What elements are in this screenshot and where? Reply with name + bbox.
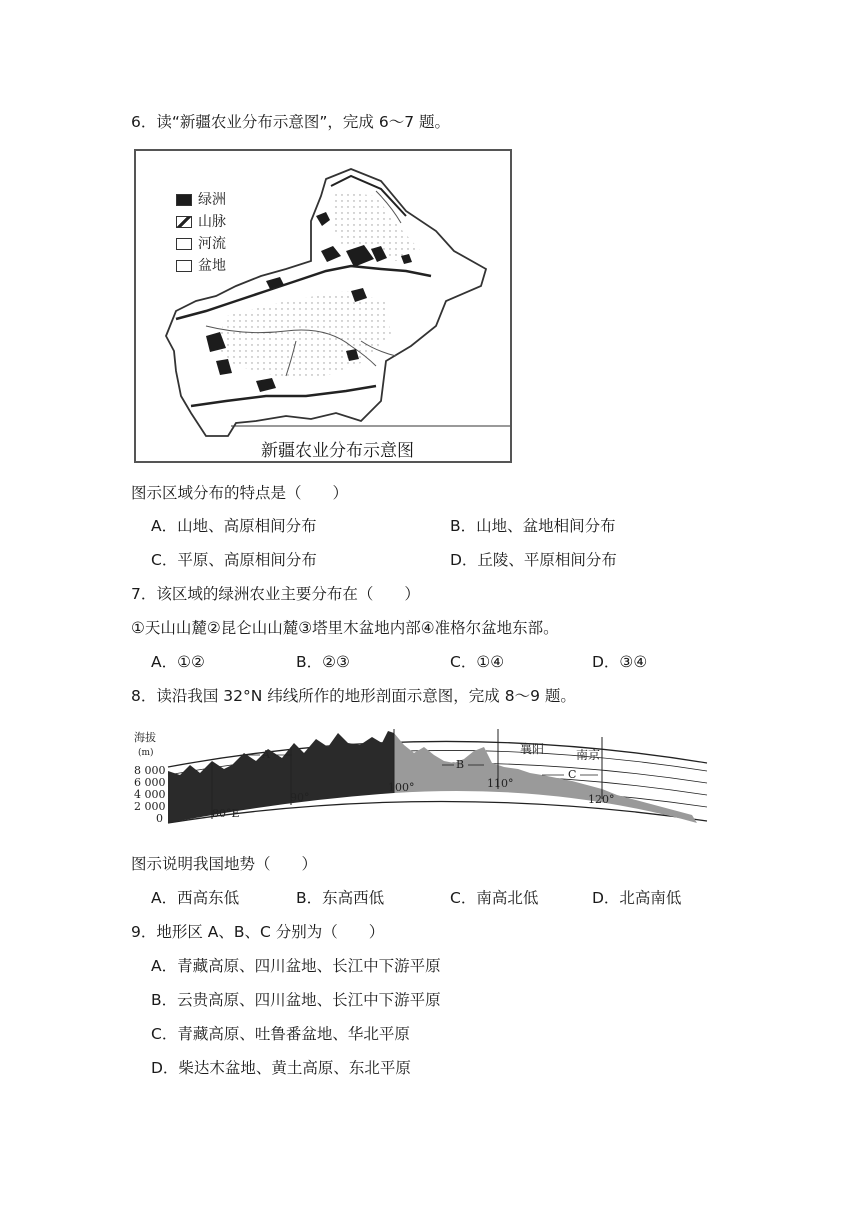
- map-caption: 新疆农业分布示意图: [261, 441, 414, 461]
- y-axis-title: 海拔: [134, 731, 156, 744]
- q9-option-c[interactable]: C．青藏高原、吐鲁番盆地、华北平原: [151, 1025, 410, 1043]
- question-8-stem: 8．读沿我国 32°N 纬线所作的地形剖面示意图，完成 8～9 题。: [131, 687, 576, 705]
- q8-option-a[interactable]: A．西高东低: [151, 889, 240, 907]
- region-label-c: C: [568, 768, 577, 781]
- q7-option-b[interactable]: B．②③: [296, 653, 350, 671]
- question-6-stem: 6．读“新疆农业分布示意图”，完成 6～7 题。: [131, 113, 451, 131]
- question-8-prompt: 图示说明我国地势（ ）: [131, 855, 318, 873]
- question-6-prompt: 图示区域分布的特点是（ ）: [131, 484, 349, 502]
- oasis-swatch-icon: [176, 194, 192, 206]
- legend-basin: 盆地: [176, 255, 226, 275]
- region-label-b: B: [456, 758, 465, 771]
- question-7-statements: ①天山山麓②昆仑山山麓③塔里木盆地内部④准格尔盆地东部。: [131, 619, 559, 637]
- x-tick-90: 90°: [290, 791, 310, 804]
- city-label-xiangyang: 襄阳: [520, 742, 545, 756]
- xinjiang-agriculture-map: [134, 149, 512, 463]
- x-tick-100: 100°: [388, 781, 415, 794]
- q9-option-d[interactable]: D．柴达木盆地、黄土高原、东北平原: [151, 1059, 411, 1077]
- question-7-stem: 7．该区域的绿洲农业主要分布在（ ）: [131, 585, 420, 603]
- x-tick-110: 110°: [487, 777, 514, 790]
- q6-option-c[interactable]: C．平原、高原相间分布: [151, 551, 317, 569]
- mountain-swatch-icon: [176, 216, 192, 228]
- terrain-profile-drawing: [132, 723, 710, 835]
- y-tick-4000: 4 000: [134, 788, 166, 801]
- q6-option-b[interactable]: B．山地、盆地相间分布: [450, 517, 616, 535]
- y-tick-2000: 2 000: [134, 800, 166, 813]
- q6-option-a[interactable]: A．山地、高原相间分布: [151, 517, 317, 535]
- region-label-a: A: [262, 748, 270, 761]
- river-swatch-icon: [176, 238, 192, 250]
- x-tick-120: 120°: [588, 793, 615, 806]
- y-tick-0: 0: [156, 812, 163, 825]
- q8-option-d[interactable]: D．北高南低: [592, 889, 682, 907]
- basin-swatch-icon: [176, 260, 192, 272]
- eastern-terrain: [394, 733, 697, 823]
- q8-option-c[interactable]: C．南高北低: [450, 889, 539, 907]
- q7-option-a[interactable]: A．①②: [151, 653, 205, 671]
- legend-mountain: 山脉: [176, 211, 226, 231]
- q9-option-a[interactable]: A．青藏高原、四川盆地、长江中下游平原: [151, 957, 441, 975]
- legend-river: 河流: [176, 233, 226, 253]
- q6-option-d[interactable]: D．丘陵、平原相间分布: [450, 551, 617, 569]
- y-axis-unit: (m): [138, 748, 154, 758]
- x-tick-80e: 80°E: [212, 807, 240, 820]
- q7-option-d[interactable]: D．③④: [592, 653, 648, 671]
- legend-oasis: 绿洲: [176, 189, 226, 209]
- y-tick-8000: 8 000: [134, 764, 166, 777]
- city-label-nanjing: 南京: [576, 748, 601, 762]
- q8-option-b[interactable]: B．东高西低: [296, 889, 385, 907]
- terrain-profile-figure: [132, 723, 710, 835]
- question-9-stem: 9．地形区 A、B、C 分别为（ ）: [131, 923, 385, 941]
- q7-option-c[interactable]: C．①④: [450, 653, 505, 671]
- y-tick-6000: 6 000: [134, 776, 166, 789]
- q9-option-b[interactable]: B．云贵高原、四川盆地、长江中下游平原: [151, 991, 441, 1009]
